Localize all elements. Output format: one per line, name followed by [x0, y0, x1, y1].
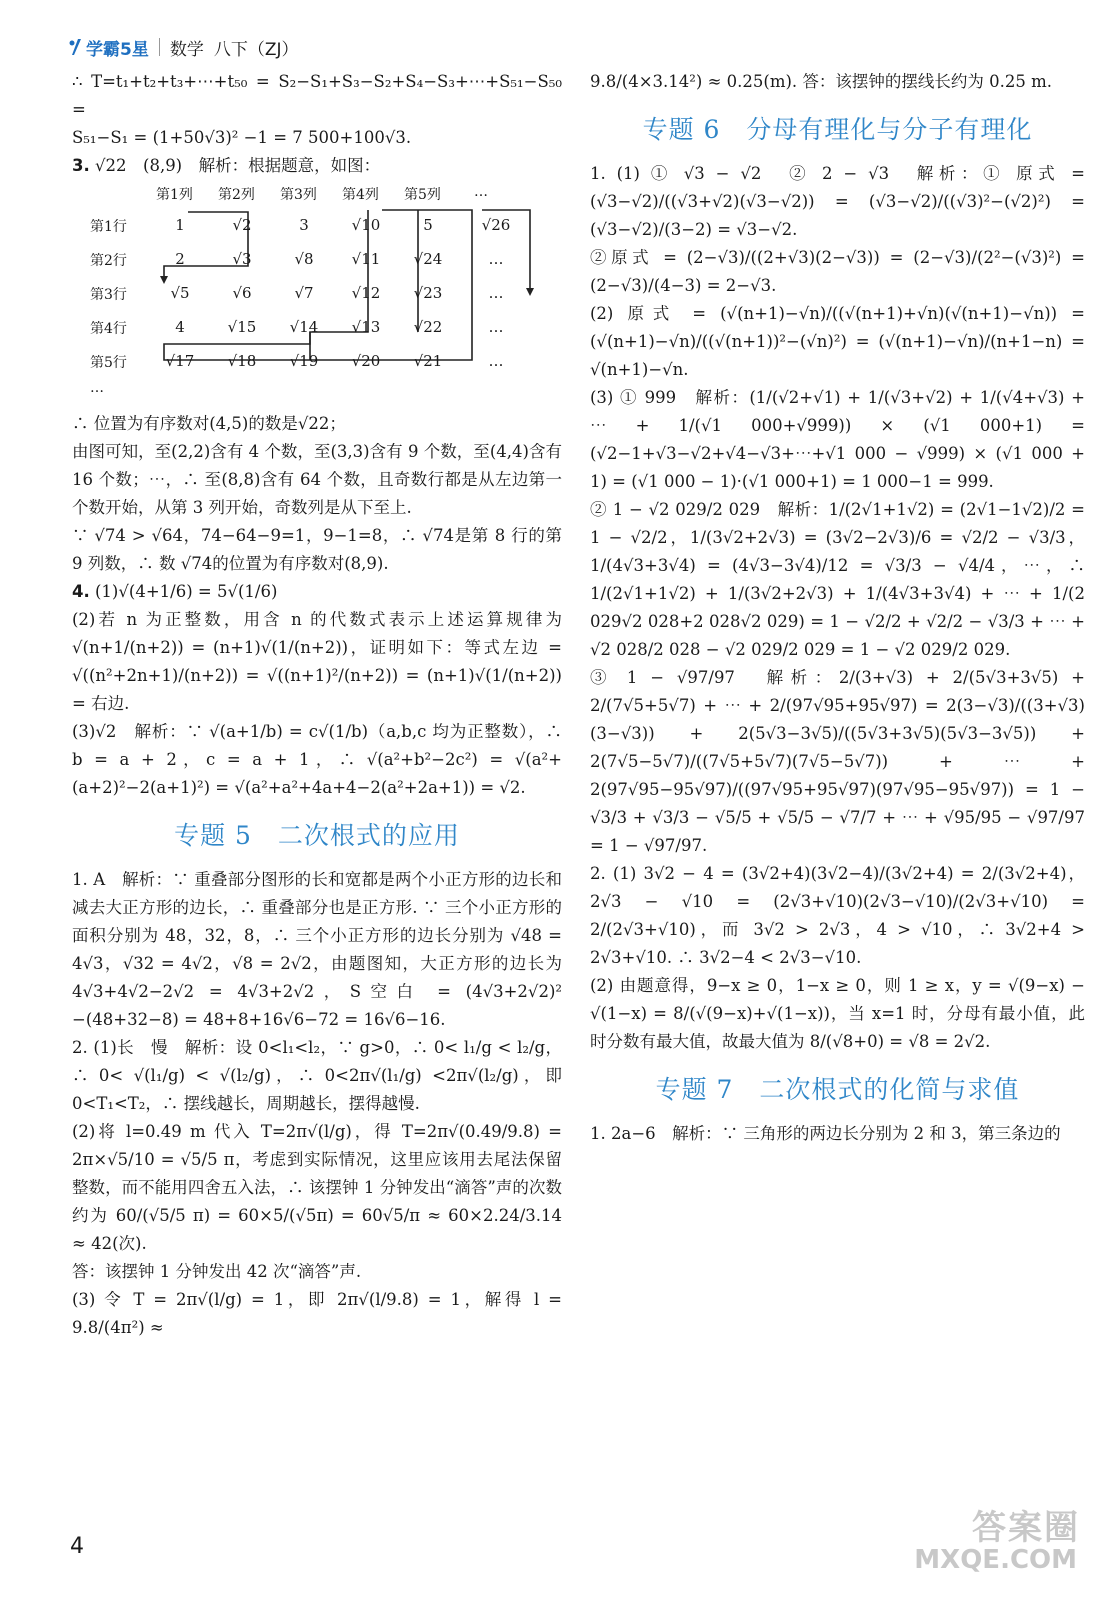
subject: 数学	[169, 39, 204, 60]
text-paragraph: 9.8/(4×3.14²) ≈ 0.25(m). 答：该摆钟的摆线长约为 0.25 m.	[590, 72, 1053, 91]
left-column	[72, 68, 562, 1342]
number-grid	[90, 184, 540, 404]
brand-logo	[68, 35, 149, 60]
text-paragraph: ②原式 = (2−√3)/((2+√3)(2−√3)) = (2−√3)/(2²−(√3)²) = (2−√3)/(4−3) = 2−√3.	[590, 248, 1085, 295]
text-paragraph: 2. (1)长 慢 解析：设 0<l₁<l₂，∵ g>0，∴ 0< l₁/g < l₂/g，∴ 0< √(l₁/g) < √(l₂/g)，∴ 0<2π√(l₁/g) <2π√(l₂/g)，即 0<T₁<T₂，∴ 摆线越长，周期越长，摆得越慢.	[72, 1038, 562, 1113]
page-header	[68, 34, 299, 60]
grid-cell: 2	[175, 250, 185, 268]
grid-cell: √20	[351, 352, 381, 370]
text-paragraph: 答：该摆钟 1 分钟发出 42 次“滴答”声.	[72, 1262, 362, 1281]
row-label: …	[90, 380, 104, 396]
text-paragraph: (2)将 l=0.49 m 代入 T=2π√(l/g)，得 T=2π√(0.49/9.8) = 2π×√5/10 = √5/5 π，考虑到实际情况，这里应该用去尾法保留整数，而不能用四舍五入法，∴ 该摆钟 1 分钟发出“滴答”声的次数约为 60/(√5/5 π) = 60×5/(√5π) = 60√5/π ≈ 60×2.24/3.14 ≈ 42(次).	[72, 1122, 562, 1253]
text-paragraph: 1. A 解析：∵ 重叠部分图形的长和宽都是两个小正方形的边长和减去大正方形的边长，∴ 重叠部分也是正方形. ∵ 三个小正方形的面积分别为 48，32，8，∴ 三个小正方形的边长分别为 √48 = 4√3，√32 = 4√2，√8 = 2√2，由题图知，大正方形的边长为 4√3+4√2−2√2 = 4√3+2√2，S空白 = (4√3+2√2)² −(48+32−8) = 48+8+16√6−72 = 16√6−16.	[72, 870, 562, 1029]
section-title-6: 专题 6 分母有理化与分子有理化	[642, 115, 1033, 144]
text-paragraph: 1. (1) ① √3 − √2 ② 2 − √3 解析：① 原式 = (√3−√2)/((√3+√2)(√3−√2)) = (√3−√2)/((√3)²−(√2)²) = (√3−√2)/(3−2) = √3−√2.	[590, 164, 1085, 239]
grid-cell: √12	[351, 284, 381, 302]
text-line: ∴ T=t₁+t₂+t₃+⋯+t₅₀ = S₂−S₁+S₃−S₂+S₄−S₃+⋯+S₅₁−S₅₀ =	[72, 72, 562, 119]
grid-cell: √14	[289, 318, 319, 336]
text-paragraph: (2)若 n 为正整数，用含 n 的代数式表示上述运算规律为 √(n+1/(n+2)) = (n+1)√(1/(n+2))，证明如下：等式左边 = √((n²+2n+1)/(n+2)) = √((n+1)²/(n+2)) = (n+1)√(1/(n+2)) = 右边.	[72, 610, 562, 713]
grid-cell: √7	[294, 284, 314, 302]
grid-cell: √26	[481, 216, 511, 234]
text-paragraph: ∵ √74 > √64，74−64−9=1，9−1=8，∴ √74是第 8 行的第 9 列数，∴ 数 √74的位置为有序数对(8,9).	[72, 526, 562, 573]
brand-name: 学霸5星	[86, 39, 149, 60]
grid-cell: …	[488, 284, 504, 302]
grid-cell: √22	[413, 318, 443, 336]
text-paragraph: (2) 原式 = (√(n+1)−√n)/((√(n+1)+√n)(√(n+1)−√n)) = (√(n+1)−√n)/((√(n+1))²−(√n)²) = (√(n+1)−√n)/(n+1−n) = √(n+1)−√n.	[590, 304, 1085, 379]
row-label: 第2行	[90, 253, 127, 269]
watermark-url: MXQE.COM	[914, 1545, 1077, 1575]
col-header: 第4列	[342, 187, 379, 203]
row-label: 第5行	[90, 355, 127, 371]
grid-cell: 4	[175, 318, 185, 336]
grid-cell: …	[488, 250, 504, 268]
right-column	[590, 68, 1085, 1148]
grid-cell: 3	[299, 216, 309, 234]
col-header: …	[474, 184, 488, 200]
question-text: √22 (8,9) 解析：根据题意，如图：	[95, 156, 381, 175]
grid-cell: √19	[289, 352, 319, 370]
grid-cell: √18	[227, 352, 257, 370]
text-paragraph: (3) 令 T = 2π√(l/g) = 1，即 2π√(l/9.8) = 1，解得 l = 9.8/(4π²) ≈	[72, 1290, 562, 1337]
grid-cell: …	[488, 318, 504, 336]
grid-cell: 1	[175, 216, 185, 234]
col-header: 第2列	[218, 187, 255, 203]
text-paragraph: 2. (1) 3√2 − 4 = (3√2+4)(3√2−4)/(3√2+4) = 2/(3√2+4)，2√3 − √10 = (2√3+√10)(2√3−√10)/(2√3+√10) = 2/(2√3+√10)，而 3√2 > 2√3，4 > √10，∴ 3√2+4 > 2√3+√10. ∴ 3√2−4 < 2√3−√10.	[590, 864, 1085, 967]
brand-mark-icon	[68, 38, 82, 56]
grid-cell: √5	[170, 284, 190, 302]
grid-cell: √11	[351, 250, 381, 268]
section-title-5: 专题 5 二次根式的应用	[174, 821, 460, 850]
grid-cell: …	[488, 352, 504, 370]
text-paragraph: ∴ 位置为有序数对(4,5)的数是√22；	[72, 414, 346, 433]
col-header: 第1列	[156, 187, 193, 203]
question-4	[72, 578, 562, 606]
text-paragraph: (3)√2 解析：∵ √(a+1/b) = c√(1/b)（a,b,c 均为正整数），∴ b = a + 2，c = a + 1，∴ √(a²+b²−2c²) = √(a²+(a+2)²−2(a+1)²) = √(a²+a²+4a+4−2(a²+2a+1)) = √2.	[72, 722, 562, 797]
grid-cell: √15	[227, 318, 257, 336]
question-number: 3.	[72, 156, 90, 175]
section-title-7: 专题 7 二次根式的化简与求值	[655, 1075, 1020, 1104]
text-paragraph: ③ 1 − √97/97 解析：2/(3+√3) + 2/(5√3+3√5) + 2/(7√5+5√7) + ⋯ + 2/(97√95+95√97) = 2(3−√3)/((3+√3)(3−√3)) + 2(5√3−3√5)/((5√3+3√5)(5√3−3√5)) + 2(7√5−5√7)/((7√5+5√7)(7√5−5√7)) + ⋯ + 2(97√95−95√97)/((97√95+95√97)(97√95−95√97)) = 1 − √3/3 + √3/3 − √5/5 + √5/5 − √7/7 + ⋯ + √95/95 − √97/97 = 1 − √97/97.	[590, 668, 1085, 855]
grid-cell: √6	[232, 284, 252, 302]
header-divider	[159, 38, 160, 56]
grid-cell: √8	[294, 250, 314, 268]
grid-cell: √21	[413, 352, 443, 370]
grid-cell: √17	[165, 352, 195, 370]
grid-cell: 5	[423, 216, 433, 234]
question-3	[72, 152, 562, 180]
grid-cell: √13	[351, 318, 381, 336]
grid-cell: √2	[232, 216, 252, 234]
text-paragraph: ② 1 − √2 029/2 029 解析：1/(2√1+1√2) = (2√1−1√2)/2 = 1 − √2/2，1/(3√2+2√3) = (3√2−2√3)/6 = √2/2 − √3/3，1/(4√3+3√4) = (4√3−3√4)/12 = √3/3 − √4/4，⋯，∴ 1/(2√1+1√2) + 1/(3√2+2√3) + 1/(4√3+3√4) + ⋯ + 1/(2 029√2 028+2 028√2 029) = 1 − √2/2 + √2/2 − √3/3 + ⋯ + √2 028/2 028 − √2 029/2 029 = 1 − √2 029/2 029.	[590, 500, 1085, 659]
text-paragraph: (2) 由题意得，9−x ≥ 0，1−x ≥ 0，则 1 ≥ x，y = √(9−x) − √(1−x) = 8/(√(9−x)+√(1−x))，当 x=1 时，分母有最小值，此时分数有最大值，故最大值为 8/(√8+0) = √8 = 2√2.	[590, 976, 1085, 1051]
text-paragraph: 1. 2a−6 解析：∵ 三角形的两边长分别为 2 和 3，第三条边的	[590, 1124, 1061, 1143]
row-label: 第3行	[90, 287, 127, 303]
grid-cell: √10	[351, 216, 381, 234]
watermark-logo: 答案圈	[972, 1508, 1080, 1548]
question-number: 4.	[72, 582, 90, 601]
text-paragraph: 由图可知，至(2,2)含有 4 个数，至(3,3)含有 9 个数，至(4,4)含有 16 个数；⋯，∴ 至(8,8)含有 64 个数，且奇数行都是从左边第一个数开始，从第 3 列开始，奇数列是从下至上.	[72, 442, 562, 517]
grid-cell: √23	[413, 284, 443, 302]
grid-cell: √24	[413, 250, 443, 268]
text-paragraph: (3) ① 999 解析：(1/(√2+√1) + 1/(√3+√2) + 1/(√4+√3) + ⋯ + 1/(√1 000+√999)) × (√1 000+1) = (√2−1+√3−√2+√4−√3+⋯+√1 000 − √999) × (√1 000 + 1) = (√1 000 − 1)·(√1 000+1) = 1 000−1 = 999.	[590, 388, 1085, 491]
grid-cell: √3	[232, 250, 252, 268]
col-header: 第3列	[280, 187, 317, 203]
page-number: 4	[70, 1534, 84, 1559]
col-header: 第5列	[404, 187, 441, 203]
grade: 八下（ZJ）	[213, 39, 299, 60]
row-label: 第4行	[90, 321, 127, 337]
row-label: 第1行	[90, 219, 127, 235]
question-text: (1)√(4+1/6) = 5√(1/6)	[95, 582, 278, 601]
text-line: S₅₁−S₁ = (1+50√3)² −1 = 7 500+100√3.	[72, 128, 412, 147]
